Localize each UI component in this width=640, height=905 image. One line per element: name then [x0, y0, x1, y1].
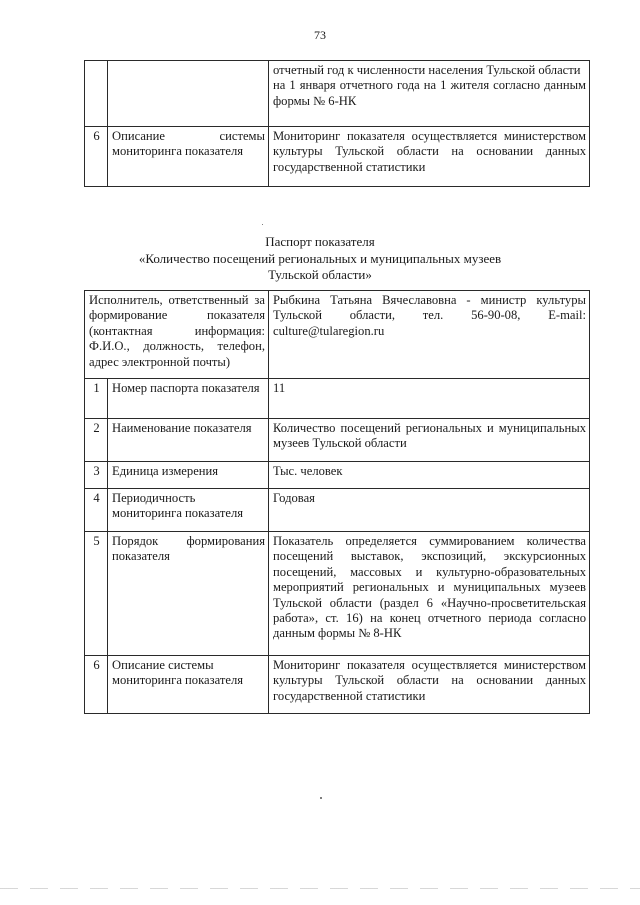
row-number: 5 [85, 532, 108, 656]
row-value: Тыс. человек [269, 462, 590, 489]
row-label: Порядок формирования показателя [108, 532, 269, 656]
table-row [85, 532, 590, 656]
row-number: 3 [85, 462, 108, 489]
passport-subtitle-line2: Тульской области» [268, 267, 372, 282]
row-label: Описание системы мониторинга показателя [108, 656, 269, 714]
passport-subtitle: «Количество посещений региональных и муниципальных музеев [138, 251, 502, 266]
passport-table [84, 290, 590, 714]
top-table [84, 60, 590, 187]
table-row [85, 489, 590, 532]
value-line: отчетный год к численности населения Тульской области [273, 63, 581, 77]
row-number: 6 [85, 656, 108, 714]
row-label: Наименование показателя [108, 419, 269, 462]
table-row [85, 127, 590, 187]
scan-edge-artifact [0, 888, 640, 889]
row-number: 4 [85, 489, 108, 532]
row-number [85, 61, 108, 127]
table-row [85, 462, 590, 489]
executor-value-line: Рыбкина Татьяна Вячеславовна - министр культуры Тульской области, тел. 56-90-08, E-mail: [273, 293, 586, 323]
row-label: Периодичность мониторинга показателя [108, 489, 269, 532]
value-line: на 1 января отчетного года на 1 жителя согласно данным формы № 6-НК [273, 78, 586, 108]
row-number: 1 [85, 379, 108, 419]
passport-title: Паспорт показателя [265, 234, 375, 249]
table-row [85, 379, 590, 419]
table-row [85, 419, 590, 462]
executor-email: culture@tularegion.ru [273, 323, 385, 338]
row-value: Годовая [269, 489, 590, 532]
table-row [85, 291, 590, 379]
executor-label: Исполнитель, ответственный за формирование показателя (контактная информация: Ф.И.О., должность, телефон, адрес электронной почты) [85, 291, 269, 379]
row-value: 11 [269, 379, 590, 419]
row-label: Номер паспорта показателя [108, 379, 269, 419]
row-number: 6 [85, 127, 108, 187]
row-label: Описание системы мониторинга показателя [108, 127, 269, 187]
row-value: Количество посещений региональных и муниципальных музеев Тульской области [269, 419, 590, 462]
row-value: Мониторинг показателя осуществляется министерством культуры Тульской области на основании данных государственной статистики [269, 656, 590, 714]
row-value: Мониторинг показателя осуществляется министерством культуры Тульской области на основании данных государственной статистики [269, 127, 590, 187]
row-number: 2 [85, 419, 108, 462]
scan-speck [262, 224, 263, 225]
table-row [85, 656, 590, 714]
row-value: Показатель определяется суммированием количества посещений выставок, экспозиций, экскурсионных посещений, массовых и культурно-образовательных мероприятий региональных и муниципальных музеев Тульской области (раздел 6 «Научно-просветительская работа», ст. 16) на конец отчетного периода согласно данным формы № 8-НК [269, 532, 590, 656]
row-label [108, 61, 269, 127]
row-label: Единица измерения [108, 462, 269, 489]
scan-speck [320, 797, 322, 799]
row-value [269, 61, 590, 127]
executor-value [269, 291, 590, 379]
table-row [85, 61, 590, 127]
page-number: 73 [314, 28, 326, 42]
